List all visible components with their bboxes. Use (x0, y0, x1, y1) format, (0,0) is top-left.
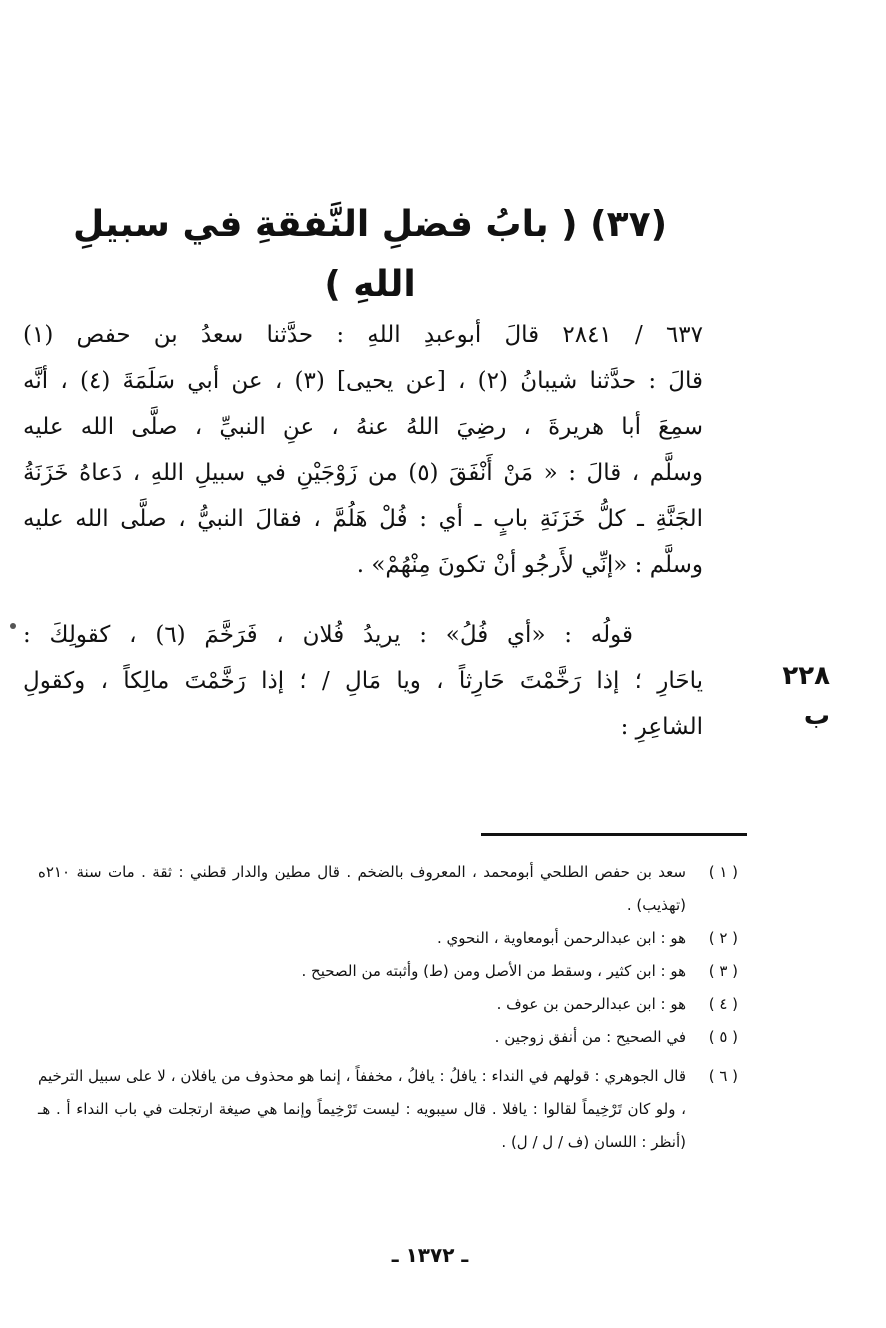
footnote-number: ( ٣ ) (708, 962, 738, 980)
footnote (38, 988, 738, 1021)
hadith-line: قالَ : حدَّثنا شيبانُ (٢) ، [عن يحيى] (٣) ، عن أبي سَلَمَةَ (٤) ، أنَّه (23, 368, 703, 394)
manuscript-folio-note: ٢٢٨ ب (782, 661, 830, 731)
footnote-number: ( ٤ ) (708, 995, 738, 1013)
footnote-text: قال الجوهري : قولهم في النداء : يافلُ : يافلُ ، مخففاً ، إنما هو محذوف من يافلان ، لا على سبيل الترخيم ، ولو كان تَرْخِيماً لقالوا : يافلا . قال سيبويه : ليست تَرْخِيماً وإنما هي صيغة ارتجلت في باب النداء أ . هـ (أنظر : اللسان (ف / ل / ل) . (38, 1067, 686, 1151)
footnote (38, 922, 738, 955)
chapter-title: (٣٧) ( بابُ فضلِ النَّفقةِ في سبيلِ اللهِ ) (72, 204, 668, 305)
footnote-number: ( ٦ ) (708, 1067, 738, 1085)
footnote-text: هو : ابن عبدالرحمن بن عوف . (496, 995, 686, 1013)
commentary-line: الشاعِرِ : (620, 714, 703, 740)
footnote-number: ( ١ ) (708, 863, 738, 881)
margin-dot (10, 623, 16, 629)
hadith-line: الجَنَّةِ ـ كلُّ خَزَنَةِ بابٍ ـ أي : فُلْ هَلُمَّ ، فقالَ النبيُّ ، صلَّى الله عليه (23, 506, 703, 532)
hadith-line: وسلَّم ، قالَ : « مَنْ أَنْفَقَ (٥) من زَوْجَيْنِ في سبيلِ اللهِ ، دَعاهُ خَزَنَةُ (23, 460, 704, 486)
footnote (38, 1021, 738, 1054)
footnotes (38, 856, 738, 1159)
commentary-line: قولُه : «أي فُلُ» : يريدُ فُلان ، فَرَخَّمَ (٦) ، كقولِكَ : (23, 622, 634, 648)
footnote-number: ( ٢ ) (708, 929, 738, 947)
footnote-text: هو : ابن عبدالرحمن أبومعاوية ، النحوي . (436, 929, 686, 947)
footnote-number: ( ٥ ) (708, 1028, 738, 1046)
footnote-text: هو : ابن كثير ، وسقط من الأصل ومن (ط) وأثبته من الصحيح . (301, 962, 686, 980)
commentary-line: ياحَارِ ؛ إذا رَخَّمْتَ حَارِثاً ، ويا مَالِ / ؛ إذا رَخَّمْتَ مالِكاً ، وكقولِ (23, 668, 703, 694)
footnote-text: في الصحيح : من أنفق زوجين . (494, 1028, 686, 1046)
hadith-text (23, 312, 703, 588)
hadith-line: سمِعَ أبا هريرةَ ، رضِيَ اللهُ عنهُ ، عنِ النبيِّ ، صلَّى الله عليه (23, 414, 703, 440)
commentary-text (23, 612, 703, 750)
footnote (38, 856, 738, 922)
footnote (38, 1060, 738, 1159)
hadith-line: ٦٣٧ / ٢٨٤١ قالَ أبوعبدِ اللهِ : حدَّثنا سعدُ بن حفص (١) (23, 322, 703, 348)
page-number: ـ ١٣٧٢ ـ (391, 1243, 469, 1267)
footnote-separator (481, 833, 747, 836)
hadith-line: وسلَّم : «إنِّي لأَرجُو أنْ تكونَ مِنْهُمْ» . (356, 552, 703, 578)
footnote (38, 955, 738, 988)
footnote-text: سعد بن حفص الطلحي أبومحمد ، المعروف بالضخم . قال مطين والدار قطني : ثقة . مات سنة ٢١٠ه (تهذيب) . (38, 863, 686, 914)
